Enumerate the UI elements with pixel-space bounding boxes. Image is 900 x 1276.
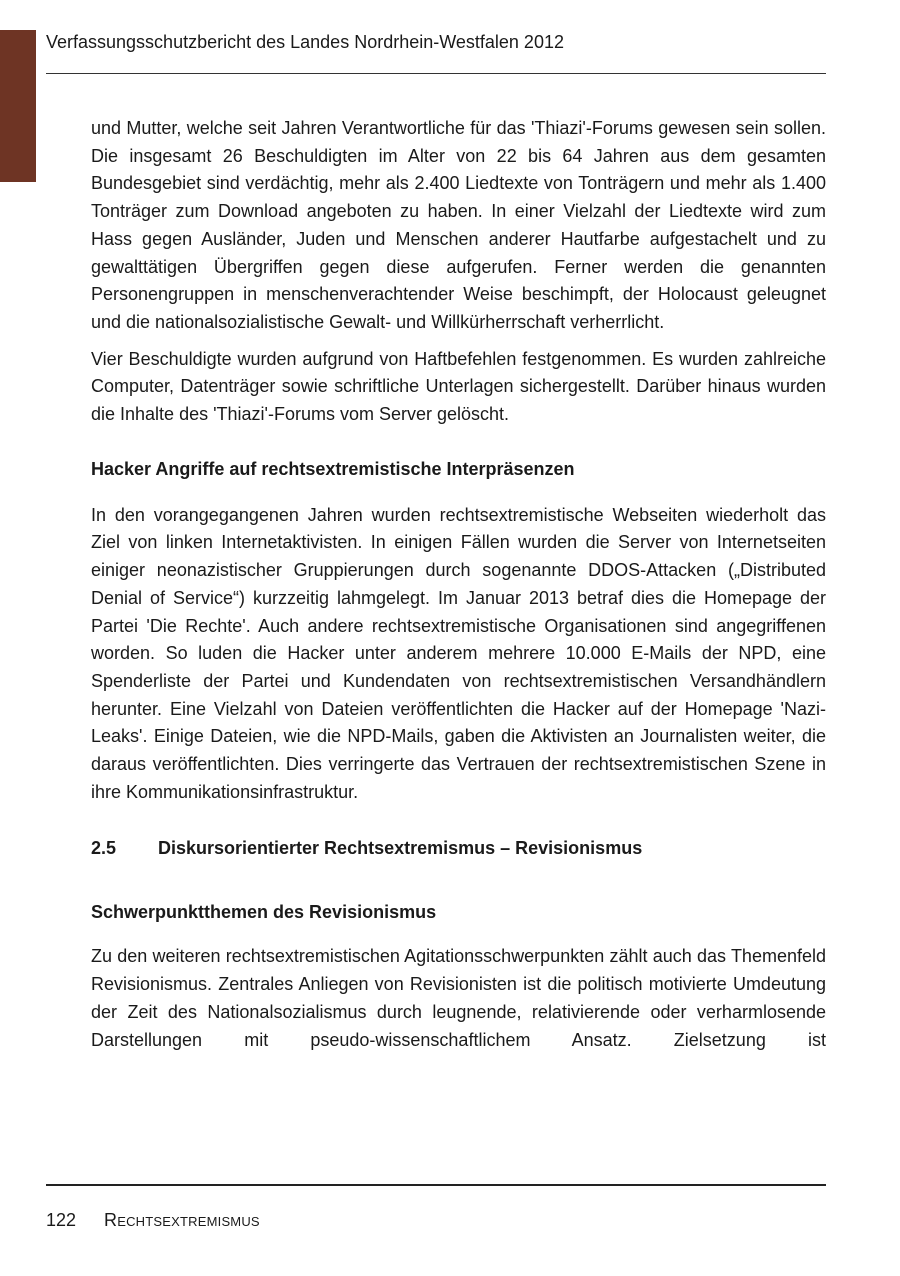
paragraph-hacker-attacks: In den vorangegangenen Jahren wurden rechtsextremistische Webseiten wiederholt das Ziel von linken Internetaktivisten. In einigen Fällen wurden die Server von Internetseiten einiger neonazistischer Gruppierungen durch sogenannte DDOS-Attacken („Distributed Denial of Service“) kurzzeitig lahmgelegt. Im Januar 2013 betraf dies die Homepage der Partei 'Die Rechte'. Auch andere rechtsextremistische Organisationen sind angegriffenen worden. So luden die Hacker unter anderem mehrere 10.000 E-Mails der NPD, eine Spenderliste der Partei und Kundendaten von rechtsextremistischen Versandhändlern herunter. Eine Vielzahl von Dateien veröffentlichten die Hacker auf der Homepage 'Nazi-Leaks'. Einige Dateien, wie die NPD-Mails, gaben die Aktivisten an Journalisten weiter, die daraus veröffentlichten. Dies verringerte das Vertrauen der rechtsextremistischen Szene in ihre Kommunikationsinfrastruktur.: [91, 504, 826, 802]
page-body: [91, 115, 826, 1063]
chapter-color-tab: [0, 30, 36, 182]
page-number: 122: [46, 1210, 77, 1230]
heading-revisionism-topics: Schwerpunktthemen des Revisionismus: [91, 902, 437, 923]
paragraph-revisionism: Zu den weiteren rechtsextremistischen Agitationsschwerpunkten zählt auch das Themenfeld Revisionismus. Zentrales Anliegen von Revisionisten ist die politisch motivierte Umdeutung der Zeit des Nationalsozialismus durch leugnende, relativierende oder verharmlosende Darstellungen mit pseudo-wissenschaftlichem Ansatz. Zielsetzung ist: [91, 946, 826, 1050]
page-footer: [46, 1208, 260, 1232]
section-title: Diskursorientierter Rechtsextremismus – Revisionismus: [158, 838, 643, 859]
paragraph-arrests: Vier Beschuldigte wurden aufgrund von Haftbefehlen festgenommen. Es wurden zahlreiche Computer, Datenträger sowie schriftliche Unterlagen sichergestellt. Darüber hinaus wurden die Inhalte des 'Thiazi'-Forums vom Server gelöscht.: [91, 348, 826, 425]
header-divider: [46, 73, 826, 74]
heading-hacker-attacks: Hacker Angriffe auf rechtsextremistische Interpräsenzen: [91, 458, 575, 479]
section-heading: [91, 835, 826, 862]
footer-section-title: Rechtsextremismus: [104, 1210, 260, 1230]
paragraph-thiazi-defendants: und Mutter, welche seit Jahren Verantwortliche für das 'Thiazi'-Forums gewesen sein sollen. Die insgesamt 26 Beschuldigten im Alter von 22 bis 64 Jahren aus dem gesamten Bundesgebiet sind verdächtig, mehr als 2.400 Liedtexte von Tonträgern und mehr als 1.400 Tonträger zum Download angeboten zu haben. In einer Vielzahl der Liedtexte wird zum Hass gegen Ausländer, Juden und Menschen anderer Hautfarbe aufgestachelt und zu gewalttätigen Übergriffen gegen diese aufgerufen. Ferner werden die genannten Personengruppen in menschenverachtender Weise beschimpft, der Holocaust geleugnet und die nationalsozialistische Gewalt- und Willkürherrschaft verherrlicht.: [91, 118, 826, 332]
section-number: 2.5: [91, 838, 117, 859]
footer-divider: [46, 1184, 826, 1186]
running-header: Verfassungsschutzbericht des Landes Nordrhein-Westfalen 2012: [46, 32, 564, 52]
